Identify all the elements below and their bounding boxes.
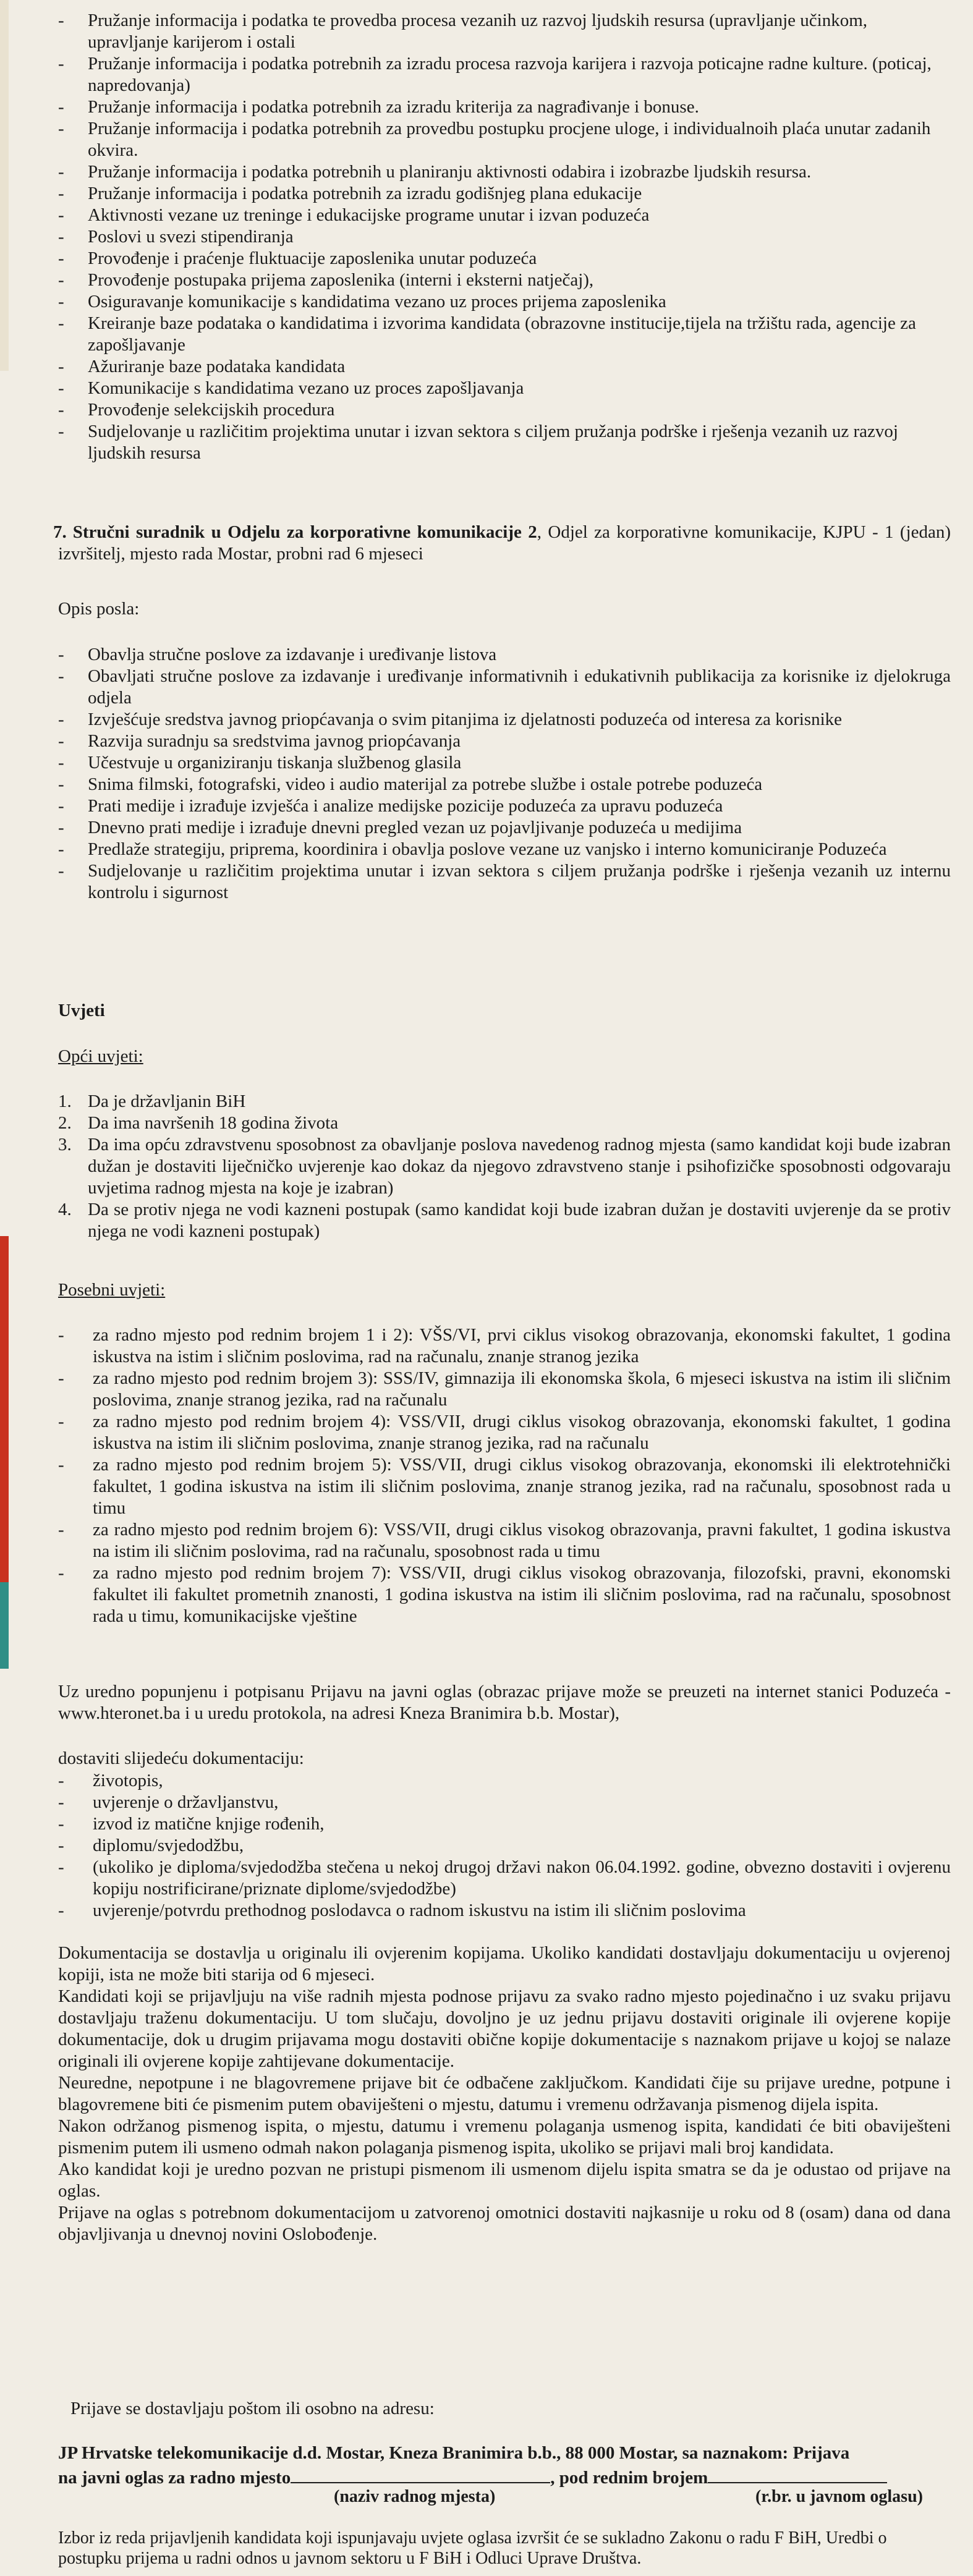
list-item: - Pružanje informacija i podatka potrebnih za izradu godišnjeg plana edukacije [58, 183, 951, 205]
list-item: - Ažuriranje baze podataka kandidata [58, 356, 951, 378]
list-item: - Sudjelovanje u različitim projektima unutar i izvan sektora s ciljem pružanja podrške i rješenja vezanih uz razvoj ljudskih resursa [58, 421, 951, 464]
list-item: - za radno mjesto pod rednim brojem 3): SSS/IV, gimnazija ili ekonomska škola, 6 mjeseci iskustva na istim ili sličnim poslovima, znanje stranog jezika, rad na računalu [58, 1368, 951, 1411]
address-line-2-b: , pod rednim brojem [550, 2468, 708, 2488]
posebni-uvjeti-heading: Posebni uvjeti: [58, 1280, 166, 1300]
duties-continued [58, 10, 951, 464]
list-item: - Dnevno prati medije i izrađuje dnevni pregled vezan uz pojavljivanje poduzeća u medijima [58, 817, 951, 839]
documents [58, 1770, 951, 1921]
condition-number: 4. [58, 1200, 72, 1219]
general-condition [58, 1091, 951, 1112]
condition-number: 1. [58, 1091, 72, 1111]
caption-number: (r.br. u javnom oglasu) [755, 2487, 923, 2506]
list-item: - za radno mjesto pod rednim brojem 7): VSS/VII, drugi ciklus visokog obrazovanja, filozofski, pravni, ekonomski fakultet ili fakultet prometnih znanosti, 1 godina iskustva na istim ili sličnim poslovima, rad na računalu, sposobnost rada u timu, komunikacijske vještine [58, 1562, 951, 1627]
list-item: - Učestvuje u organiziranju tiskanja službenog glasila [58, 752, 951, 774]
opis-heading: Opis posla: [58, 599, 140, 619]
rules-paragraphs [58, 1943, 951, 2245]
number-blank [708, 2465, 887, 2483]
list-item: - Osiguravanje komunikacije s kandidatima vezano uz proces prijema zaposlenika [58, 291, 951, 313]
general-conditions [58, 1091, 951, 1242]
general-conditions-list [58, 1091, 951, 1242]
duties-continued-list [58, 10, 951, 464]
left-edge-strip-red [0, 1236, 9, 1582]
condition-number: 2. [58, 1113, 72, 1133]
list-item: - Provođenje i praćenje fluktuacije zaposlenika unutar poduzeća [58, 248, 951, 269]
list-item: - Obavljati stručne poslove za izdavanje i uređivanje informativnih i edukativnih publikacija za korisnike iz djelokruga odjela [58, 666, 951, 709]
list-item: - Snima filmski, fotografski, video i audio materijal za potrebe službe i ostale potrebe poduzeća [58, 774, 951, 795]
rules-paragraph: Kandidati koji se prijavljuju na više radnih mjesta podnose prijavu za svako radno mjesto pojedinačno i uz svaku prijavu dostavljaju traženu dokumentaciju. U tom slučaju, dovoljno je uz jednu prijavu dostaviti originale ili ovjerene kopije dokumentacije, dok u drugim prijavama mogu dostaviti obične kopije dokumentacije s naznakom prijave u kojoj se nalaze originali ili ovjerene kopije zahtijevane dokumentacije. [58, 1986, 951, 2071]
list-item: - Razvija suradnju sa sredstvima javnog priopćavanja [58, 731, 951, 752]
list-item: - Pružanje informacija i podatka potrebnih za izradu procesa razvoja karijera i razvoja poticajne radne kulture. (poticaj, napredovanja) [58, 53, 951, 96]
documents-heading: dostaviti slijedeću dokumentaciju: [58, 1748, 304, 1768]
rules-paragraph: Ako kandidat koji je uredno pozvan ne pristupi pismenom ili usmenom dijelu ispita smatra se da je odustao od prijave na oglas. [58, 2159, 951, 2201]
general-condition [58, 1112, 951, 1134]
list-item: - životopis, [58, 1770, 951, 1792]
duties-7 [58, 644, 951, 904]
condition-text: Da se protiv njega ne vodi kazneni postupak (samo kandidat koji bude izabran dužan je dostaviti uvjerenje da se protiv njega ne vodi kazneni postupak) [88, 1200, 951, 1241]
list-item: - Pružanje informacija i podatka potrebnih za izradu kriterija za nagrađivanje i bonuse. [58, 96, 951, 118]
list-item: - Pružanje informacija i podatka potrebnih u planiranju aktivnosti odabira i izobrazbe ljudskih resursa. [58, 161, 951, 183]
list-item: - Komunikacije s kandidatima vezano uz proces zapošljavanja [58, 378, 951, 399]
left-edge-strip-teal [0, 1582, 9, 1669]
condition-text: Da je državljanin BiH [88, 1091, 246, 1111]
list-item: - za radno mjesto pod rednim brojem 5): VSS/VII, drugi ciklus visokog obrazovanja, ekonomski ili elektrotehnički fakultet, 1 godina iskustva na istim ili sličnim poslovima, znanje stranog jezika, rad na računalu, sposobnost rada u timu [58, 1454, 951, 1519]
list-item: - (ukoliko je diploma/svjedodžba stečena u nekoj drugoj državi nakon 06.04.1992. godine, obvezno dostaviti i ovjerenu kopiju nostrificirane/priznate diplome/svjedodžbe) [58, 1857, 951, 1900]
special-conditions [58, 1324, 951, 1627]
condition-text: Da ima opću zdravstvenu sposobnost za obavljanje poslova navedenog radnog mjesta (samo kandidat koji bude izabran dužan je dostaviti liječničko uvjerenje kao dokaz da njegovo zdravstveno stanje i psihofizičke sposobnosti odgovaraju uvjetima radnog mjesta na koje je izabran) [88, 1135, 951, 1198]
duties-7-list [58, 644, 951, 904]
special-conditions-list [58, 1324, 951, 1627]
list-item: - Pružanje informacija i podatka potrebnih za provedbu postupku procjene uloge, i individualnoih plaća unutar zadanih okvira. [58, 118, 951, 161]
condition-number: 3. [58, 1135, 72, 1155]
general-condition [58, 1134, 951, 1199]
list-item: - Aktivnosti vezane uz treninge i edukacijske programe unutar i izvan poduzeća [58, 205, 951, 226]
address-line-2 [58, 2465, 951, 2489]
closing-paragraph: Izbor iz reda prijavljenih kandidata koji ispunjavaju uvjete oglasa izvršit će se sukladno Zakonu o radu F BiH, Uredbi o postupku prijema u radni odnos u javnom sektoru u F BiH i Odluci Uprave Društva. [58, 2528, 887, 2568]
list-item: - uvjerenje/potvrdu prethodnog poslodavca o radnom iskustvu na istim ili sličnim poslovima [58, 1900, 951, 1921]
list-item: - Predlaže strategiju, priprema, koordinira i obavlja poslove vezane uz vanjsko i interno komuniciranje Poduzeća [58, 839, 951, 860]
opci-uvjeti-heading: Opći uvjeti: [58, 1046, 143, 1066]
rules-paragraph: Nakon održanog pismenog ispita, o mjestu, datumu i vremenu polaganja usmenog ispita, kandidati će biti obaviješteni pismenim putem ili usmeno odmah nakon polaganja pismenog ispita, ukoliko se prijavi mali broj kandidata. [58, 2116, 951, 2158]
application-intro: Uz uredno popunjenu i potpisanu Prijavu na javni oglas (obrazac prijave može se preuzeti na internet stanici Poduzeća - www.hteronet.ba i u uredu protokola, na adresi Kneza Branimira b.b. Mostar), [58, 1682, 951, 1723]
job-name-blank [291, 2465, 550, 2483]
position-7-header [53, 522, 951, 565]
list-item: - Sudjelovanje u različitim projektima unutar i izvan sektora s ciljem pružanja podrške i rješenja vezanih uz internu kontrolu i sigurnost [58, 860, 951, 904]
list-item: - Provođenje selekcijskih procedura [58, 399, 951, 421]
condition-text: Da ima navršenih 18 godina života [88, 1113, 339, 1133]
address-line-1: JP Hrvatske telekomunikacije d.d. Mostar, Kneza Branimira b.b., 88 000 Mostar, sa naznakom: Prijava [58, 2443, 850, 2463]
list-item: - Izvješćuje sredstva javnog priopćavanja o svim pitanjima iz djelatnosti poduzeća od interesa za korisnike [58, 709, 951, 731]
list-item: - Kreiranje baze podataka o kandidatima i izvorima kandidata (obrazovne institucije,tijela na tržištu rada, agencije za zapošljavanje [58, 313, 951, 356]
list-item: - uvjerenje o državljanstvu, [58, 1792, 951, 1813]
documents-list [58, 1770, 951, 1921]
general-condition [58, 1199, 951, 1242]
position-title: Stručni suradnik u Odjelu za korporativne komunikacije 2 [72, 522, 537, 542]
rules-paragraph: Prijave na oglas s potrebnom dokumentacijom u zatvorenoj omotnici dostaviti najkasnije u roku od 8 (osam) dana od dana objavljivanja u dnevnoj novini Oslobođenje. [58, 2203, 951, 2244]
list-item: - za radno mjesto pod rednim brojem 1 i 2): VŠS/VI, prvi ciklus visokog obrazovanja, ekonomski fakultet, 1 godina iskustva na istim i sličnim poslovima, rad na računalu, znanje stranog jezika [58, 1324, 951, 1368]
caption-job: (naziv radnog mjesta) [334, 2487, 496, 2506]
rules-paragraph: Dokumentacija se dostavlja u originalu ili ovjerenim kopijama. Ukoliko kandidati dostavljaju dokumentaciju u ovjerenoj kopiji, ista ne može biti starija od 6 mjeseci. [58, 1943, 951, 1985]
position-number: 7. [53, 522, 67, 542]
left-edge-strip [0, 0, 9, 371]
list-item: - za radno mjesto pod rednim brojem 4): VSS/VII, drugi ciklus visokog obrazovanja, ekonomski fakultet, 1 godina iskustva na istim ili sličnim poslovima, znanje stranog jezika, rad na računalu [58, 1411, 951, 1454]
delivery-line: Prijave se dostavljaju poštom ili osobno na adresu: [70, 2399, 435, 2418]
list-item: - Provođenje postupaka prijema zaposlenika (interni i eksterni natječaj), [58, 269, 951, 291]
address-line-2-a: na javni oglas za radno mjesto [58, 2468, 291, 2488]
list-item: - Obavlja stručne poslove za izdavanje i uređivanje listova [58, 644, 951, 666]
rules [58, 1943, 951, 2245]
uvjeti-heading: Uvjeti [58, 1001, 105, 1020]
list-item: - Pružanje informacija i podatka te provedba procesa vezanih uz razvoj ljudskih resursa (upravljanje učinkom, upravljanje karijerom i ostali [58, 10, 951, 53]
list-item: - za radno mjesto pod rednim brojem 6): VSS/VII, drugi ciklus visokog obrazovanja, pravni fakultet, 1 godina iskustva na istim ili sličnim poslovima, rad na računalu, sposobnost rada u timu [58, 1519, 951, 1562]
rules-paragraph: Neuredne, nepotpune i ne blagovremene prijave bit će odbačene zaključkom. Kandidati čije su prijave uredne, potpune i blagovremene biti će pismenim putem obaviješteni o mjestu, datumu i vremenu održavanja pismenog dijela ispita. [58, 2073, 951, 2114]
list-item: - Prati medije i izrađuje izvješća i analize medijske pozicije poduzeća za upravu poduzeća [58, 795, 951, 817]
list-item: - diplomu/svjedodžbu, [58, 1835, 951, 1857]
position-details: , Odjel za korporativne komunikacije, KJPU - 1 (jedan) izvršitelj, mjesto rada Mostar, probni rad 6 mjeseci [58, 522, 951, 564]
list-item: - izvod iz matične knjige rođenih, [58, 1813, 951, 1835]
list-item: - Poslovi u svezi stipendiranja [58, 226, 951, 248]
